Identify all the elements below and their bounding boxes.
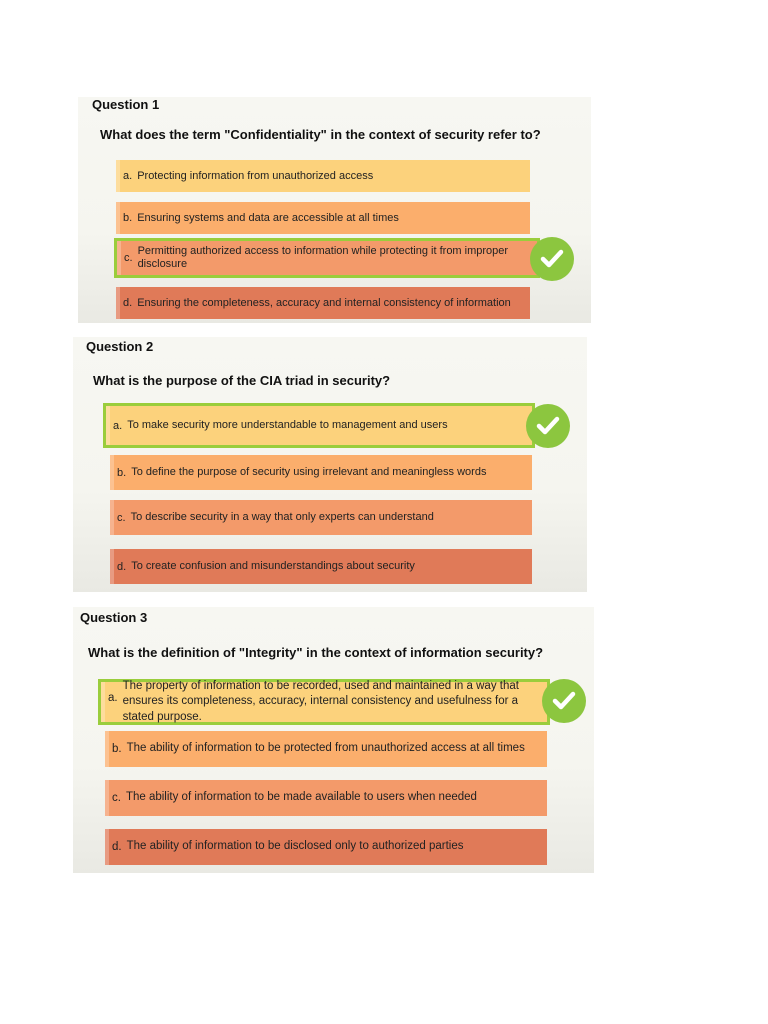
option-text: To define the purpose of security using irrelevant and meaningless words	[131, 466, 487, 479]
question-prompt: What is the definition of "Integrity" in the context of information security?	[88, 645, 544, 660]
answer-option-c[interactable]	[114, 238, 540, 278]
checkmark-icon	[542, 679, 586, 723]
option-letter: a.	[113, 419, 123, 432]
option-letter: d.	[123, 297, 133, 309]
option-text: To create confusion and misunderstandings about security	[131, 560, 415, 573]
question-prompt: What is the purpose of the CIA triad in security?	[93, 373, 391, 388]
option-letter: b.	[117, 466, 127, 479]
question-card-3	[73, 607, 594, 873]
option-text: The ability of information to be protected from unauthorized access at all times	[126, 742, 525, 755]
option-text: To describe security in a way that only experts can understand	[130, 511, 434, 524]
option-letter: d.	[112, 841, 122, 853]
answer-option-d[interactable]	[116, 287, 530, 319]
option-letter: c.	[117, 511, 126, 524]
answer-option-a[interactable]	[116, 160, 530, 192]
answer-option-c[interactable]	[105, 780, 547, 816]
option-text: The ability of information to be made available to users when needed	[125, 791, 477, 804]
option-text: Ensuring the completeness, accuracy and internal consistency of information	[137, 296, 511, 309]
answer-option-a[interactable]	[98, 679, 550, 725]
answer-option-a[interactable]	[103, 403, 535, 448]
answer-option-b[interactable]	[105, 731, 547, 767]
option-text: Permitting authorized access to information while protecting it from improper disclosure	[137, 245, 509, 270]
question-label: Question 2	[86, 339, 154, 354]
answer-option-d[interactable]	[110, 549, 532, 584]
option-text: To make security more understandable to management and users	[127, 419, 448, 432]
option-letter: c.	[112, 792, 121, 804]
option-text: The property of information to be recorded, used and maintained in a way that ensures its completeness, accuracy, internal consistency and usefulness for a stated purpose.	[122, 679, 519, 723]
checkmark-icon	[526, 404, 570, 448]
option-text: Protecting information from unauthorized access	[137, 169, 374, 182]
option-letter: a.	[108, 692, 118, 704]
option-letter: d.	[117, 560, 127, 573]
question-label: Question 1	[92, 97, 160, 112]
question-card-1	[78, 97, 591, 323]
option-letter: c.	[124, 252, 133, 264]
answer-option-b[interactable]	[110, 455, 532, 490]
option-text: The ability of information to be disclosed only to authorized parties	[126, 840, 464, 853]
answer-option-b[interactable]	[116, 202, 530, 234]
option-text: Ensuring systems and data are accessible at all times	[137, 211, 399, 224]
answer-option-c[interactable]	[110, 500, 532, 535]
checkmark-icon	[530, 237, 574, 281]
answer-option-d[interactable]	[105, 829, 547, 865]
option-letter: b.	[123, 212, 133, 224]
question-prompt: What does the term "Confidentiality" in the context of security refer to?	[100, 127, 541, 142]
question-label: Question 3	[80, 610, 148, 625]
option-letter: a.	[123, 170, 133, 182]
question-card-2	[73, 337, 587, 592]
option-letter: b.	[112, 743, 122, 755]
